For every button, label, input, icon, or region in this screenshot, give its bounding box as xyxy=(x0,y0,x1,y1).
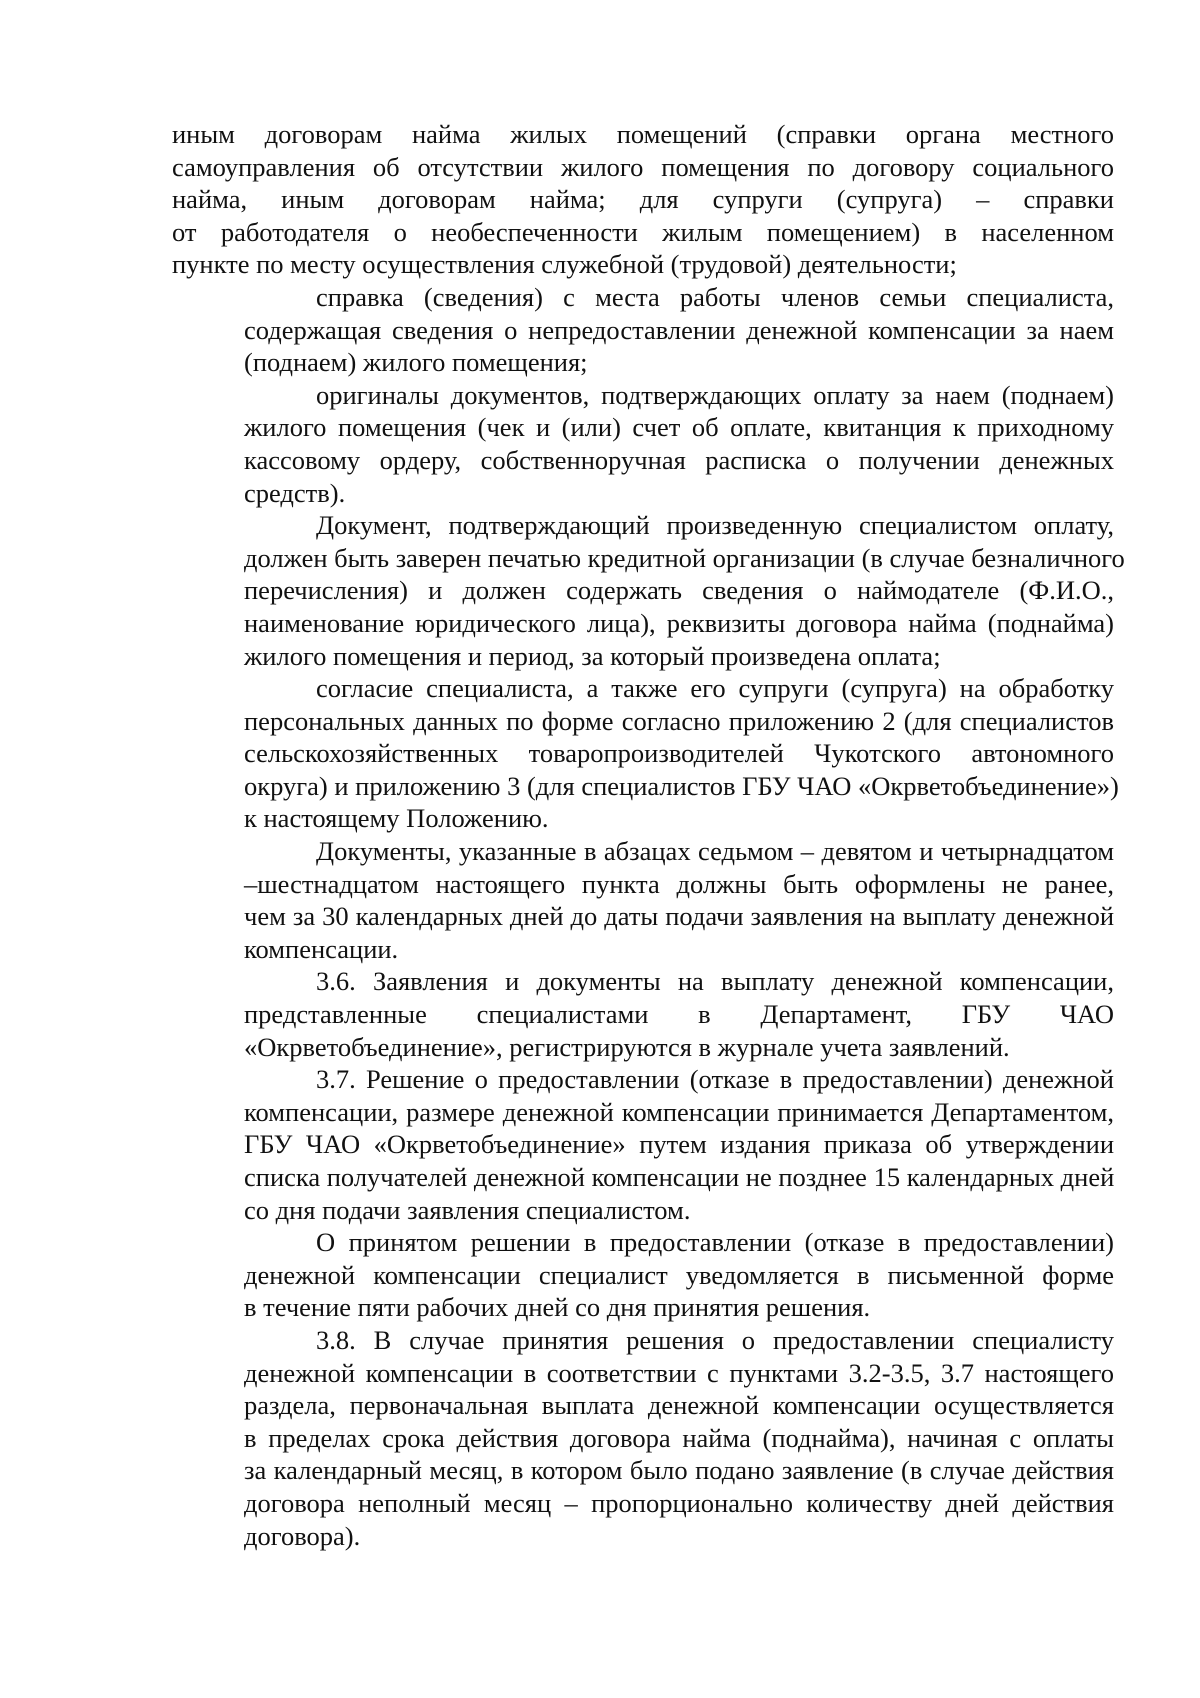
text-line: жилого помещения (чек и (или) счет об оплате, квитанция к приходному xyxy=(244,412,1114,443)
text-line: со дня подачи заявления специалистом. xyxy=(244,1194,691,1225)
text-line: 3.6. Заявления и документы на выплату денежной компенсации, xyxy=(316,966,1114,997)
text-line: согласие специалиста, а также его супруги (супруга) на обработку xyxy=(316,673,1114,704)
paragraph xyxy=(172,379,1114,509)
paragraph xyxy=(172,509,1125,672)
text-line: –шестнадцатом настоящего пункта должны быть оформлены не ранее, xyxy=(244,868,1114,899)
text-line: иным договорам найма жилых помещений (справки органа местного xyxy=(172,119,1114,149)
text-line: компенсации, размере денежной компенсации принимается Департаментом, xyxy=(244,1096,1114,1127)
text-line: ГБУ ЧАО «Окрветобъединение» путем издания приказа об утверждении xyxy=(244,1129,1114,1160)
text-line: наименование юридического лица), реквизиты договора найма (поднайма) xyxy=(244,607,1114,638)
text-line: персональных данных по форме согласно приложению 2 (для специалистов xyxy=(244,705,1114,736)
text-line: жилого помещения и период, за который произведена оплата; xyxy=(244,640,941,671)
paragraph xyxy=(172,1226,1114,1324)
text-line: средств). xyxy=(244,477,346,508)
paragraph xyxy=(172,118,1114,281)
text-line: денежной компенсации в соответствии с пунктами 3.2-3.5, 3.7 настоящего xyxy=(244,1357,1114,1388)
paragraph xyxy=(172,281,1114,379)
text-line: 3.8. В случае принятия решения о предоставлении специалисту xyxy=(316,1324,1114,1355)
text-line: в пределах срока действия договора найма (поднайма), начиная с оплаты xyxy=(244,1422,1114,1453)
text-line: перечисления) и должен содержать сведения о наймодателе (Ф.И.О., xyxy=(244,575,1114,606)
text-line: Документ, подтверждающий произведенную специалистом оплату, xyxy=(316,510,1114,541)
paragraph xyxy=(172,965,1114,1063)
text-line: договора). xyxy=(244,1520,361,1551)
text-line: «Окрветобъединение», регистрируются в журнале учета заявлений. xyxy=(244,1031,1010,1062)
text-line: компенсации. xyxy=(244,933,399,964)
text-line: представленные специалистами в Департамент, ГБУ ЧАО xyxy=(244,999,1114,1030)
text-line: от работодателя о необеспеченности жилым помещением) в населенном xyxy=(172,216,1114,247)
text-line: денежной компенсации специалист уведомляется в письменной форме xyxy=(244,1259,1114,1290)
paragraph xyxy=(172,1063,1114,1226)
text-line: договора неполный месяц – пропорционально количеству дней действия xyxy=(244,1487,1114,1518)
text-line: оригиналы документов, подтверждающих оплату за наем (поднаем) xyxy=(316,379,1114,410)
text-line: Документы, указанные в абзацах седьмом – девятом и четырнадцатом xyxy=(316,836,1114,867)
text-line: сельскохозяйственных товаропроизводителей Чукотского автономного xyxy=(244,738,1114,769)
paragraph xyxy=(172,672,1119,835)
text-line: содержащая сведения о непредоставлении денежной компенсации за наем xyxy=(244,314,1114,345)
text-line: округа) и приложению 3 (для специалистов ГБУ ЧАО «Окрветобъединение») xyxy=(244,770,1119,801)
text-line: раздела, первоначальная выплата денежной компенсации осуществляется xyxy=(244,1390,1114,1421)
text-line: пункте по месту осуществления служебной (трудовой) деятельности; xyxy=(172,249,957,280)
paragraph xyxy=(172,835,1114,965)
text-line: самоуправления об отсутствии жилого помещения по договору социального xyxy=(172,151,1114,182)
document-body xyxy=(172,118,1125,1552)
text-line: (поднаем) жилого помещения; xyxy=(244,347,588,378)
text-line: справка (сведения) с места работы членов семьи специалиста, xyxy=(316,281,1114,312)
text-line: О принятом решении в предоставлении (отказе в предоставлении) xyxy=(316,1227,1114,1258)
text-line: списка получателей денежной компенсации не позднее 15 календарных дней xyxy=(244,1162,1115,1192)
text-line: найма, иным договорам найма; для супруги (супруга) – справки xyxy=(172,184,1114,215)
text-line: в течение пяти рабочих дней со дня принятия решения. xyxy=(244,1292,871,1323)
text-line: должен быть заверен печатью кредитной организации (в случае безналичного xyxy=(244,542,1125,573)
paragraph xyxy=(172,1324,1114,1552)
text-line: чем за 30 календарных дней до даты подачи заявления на выплату денежной xyxy=(244,901,1114,932)
text-line: за календарный месяц, в котором было подано заявление (в случае действия xyxy=(244,1455,1114,1486)
text-line: 3.7. Решение о предоставлении (отказе в предоставлении) денежной xyxy=(316,1064,1114,1095)
text-line: к настоящему Положению. xyxy=(244,803,549,834)
text-line: кассовому ордеру, собственноручная расписка о получении денежных xyxy=(244,444,1114,475)
